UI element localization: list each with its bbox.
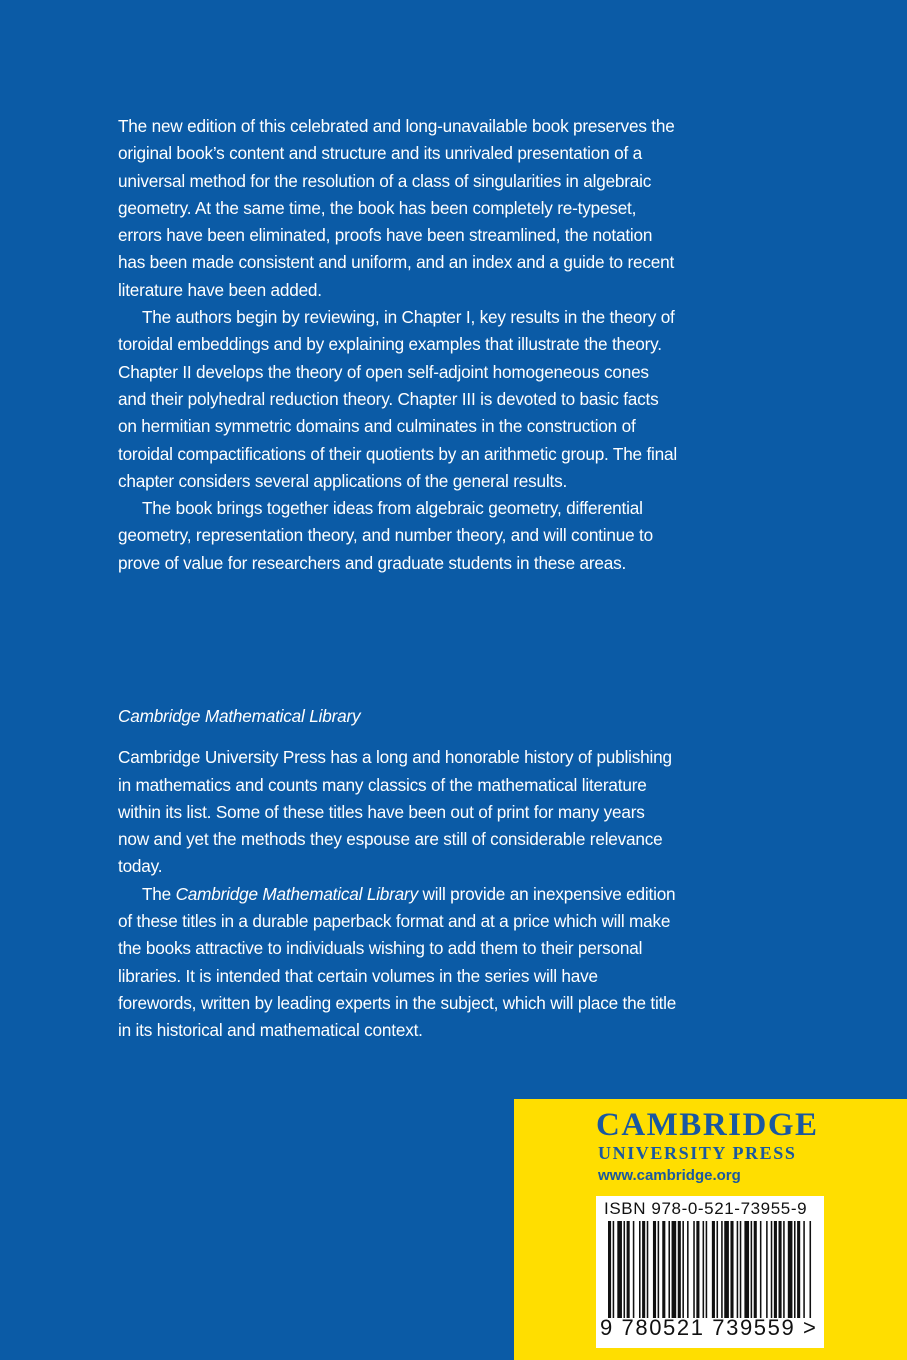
barcode-bar [672, 1221, 677, 1318]
barcode-bar [653, 1221, 656, 1318]
series-paragraph-1: Cambridge University Press has a long and honorable history of publishing in mathematics and counts many classics of the mathematical literature within its list. Some of these titles have been out of print for many years now and yet the methods they espouse are still of considerable relevance today. [118, 747, 672, 877]
barcode-bar [751, 1221, 753, 1318]
barcode-bar [696, 1221, 699, 1318]
barcode-bar [779, 1221, 782, 1318]
barcode-bar [783, 1221, 785, 1318]
barcode-bar [740, 1221, 742, 1318]
book-description [118, 113, 678, 577]
series-title: Cambridge Mathematical Library [118, 706, 361, 726]
barcode-bar [712, 1221, 715, 1318]
publisher-logo-name: CAMBRIDGE [596, 1107, 819, 1143]
isbn-text: ISBN 978-0-521-73955-9 [604, 1199, 808, 1218]
description-paragraph-1: The new edition of this celebrated and long-unavailable book preserves the original book’s content and structure and its unrivaled presentation of a universal method for the resolution of a class of singularities in algebraic geometry. At the same time, the book has been completely re-typeset, errors have been eliminated, proofs have been streamlined, the notation has been made consistent and uniform, and an index and a guide to recent literature have been added. [118, 116, 675, 300]
barcode-bar [682, 1221, 684, 1318]
barcode-bar [617, 1221, 622, 1318]
barcode-bar [703, 1221, 705, 1318]
barcode-bar [788, 1221, 793, 1318]
barcode-bar [613, 1221, 615, 1318]
barcode-bar [754, 1221, 757, 1318]
barcode-bar [771, 1221, 773, 1318]
description-paragraph-3: The book brings together ideas from algebraic geometry, differential geometry, representation theory, and number theory, and will continue to prove of value for researchers and graduate students in these areas. [118, 498, 653, 573]
series-paragraph-2-rest: will provide an inexpensive edition of these titles in a durable paperback format and at a price which will make the books attractive to individuals wishing to add them to their personal libraries. It is intended that certain volumes in the series will have forewords, written by leading experts in the subject, which will place the title in its historical and mathematical context. [118, 883, 677, 1041]
barcode-bar [717, 1221, 719, 1318]
publisher-panel [514, 1099, 907, 1360]
barcode-bar [760, 1221, 762, 1318]
series-paragraph-2-lead: The [142, 883, 176, 904]
barcode-icon [602, 1221, 818, 1318]
series-blurb [118, 703, 678, 1045]
barcode-bar [803, 1221, 805, 1318]
publisher-logo-subtitle: UNIVERSITY PRESS [598, 1143, 797, 1163]
barcode-bar [662, 1221, 665, 1318]
barcode-bar [810, 1221, 812, 1318]
description-paragraph-2: The authors begin by reviewing, in Chapter I, key results in the theory of toroidal embeddings and by explaining examples that illustrate the theory. Chapter II develops the theory of open self-adjoint homogeneous cones and their polyhedral reduction theory. Chapter III is devoted to basic facts on hermitian symmetric domains and culminates in the construction of toroidal compactifications of their quotients by an arithmetic group. The final chapter considers several applications of the general results. [118, 307, 678, 491]
barcode-bar [608, 1221, 611, 1318]
barcode-bar [766, 1221, 768, 1318]
barcode-bar [627, 1221, 630, 1318]
barcode-bar [642, 1221, 645, 1318]
barcode-label [596, 1196, 824, 1348]
barcode-digits: 9 780521 739559 > [600, 1315, 818, 1340]
barcode-bar [647, 1221, 649, 1318]
barcode-bar [633, 1221, 635, 1318]
series-paragraph-2-italic: Cambridge Mathematical Library [175, 883, 418, 904]
series-paragraph-2 [118, 881, 678, 1045]
barcode-bar [744, 1221, 749, 1318]
barcode-bar [706, 1221, 708, 1318]
barcode-bar [794, 1221, 796, 1318]
barcode-bar [797, 1221, 800, 1318]
barcode-bar [724, 1221, 729, 1318]
barcode-bar [678, 1221, 681, 1318]
barcode-bar [687, 1221, 689, 1318]
barcode-bar [721, 1221, 723, 1318]
barcode-bar [639, 1221, 641, 1318]
barcode-bar [730, 1221, 733, 1318]
barcode-bar [658, 1221, 660, 1318]
barcode-bar [624, 1221, 626, 1318]
barcode-bar [693, 1221, 695, 1318]
barcode-bar [774, 1221, 777, 1318]
barcode-bar [668, 1221, 670, 1318]
barcode-bar [737, 1221, 739, 1318]
publisher-url[interactable]: www.cambridge.org [598, 1167, 741, 1184]
